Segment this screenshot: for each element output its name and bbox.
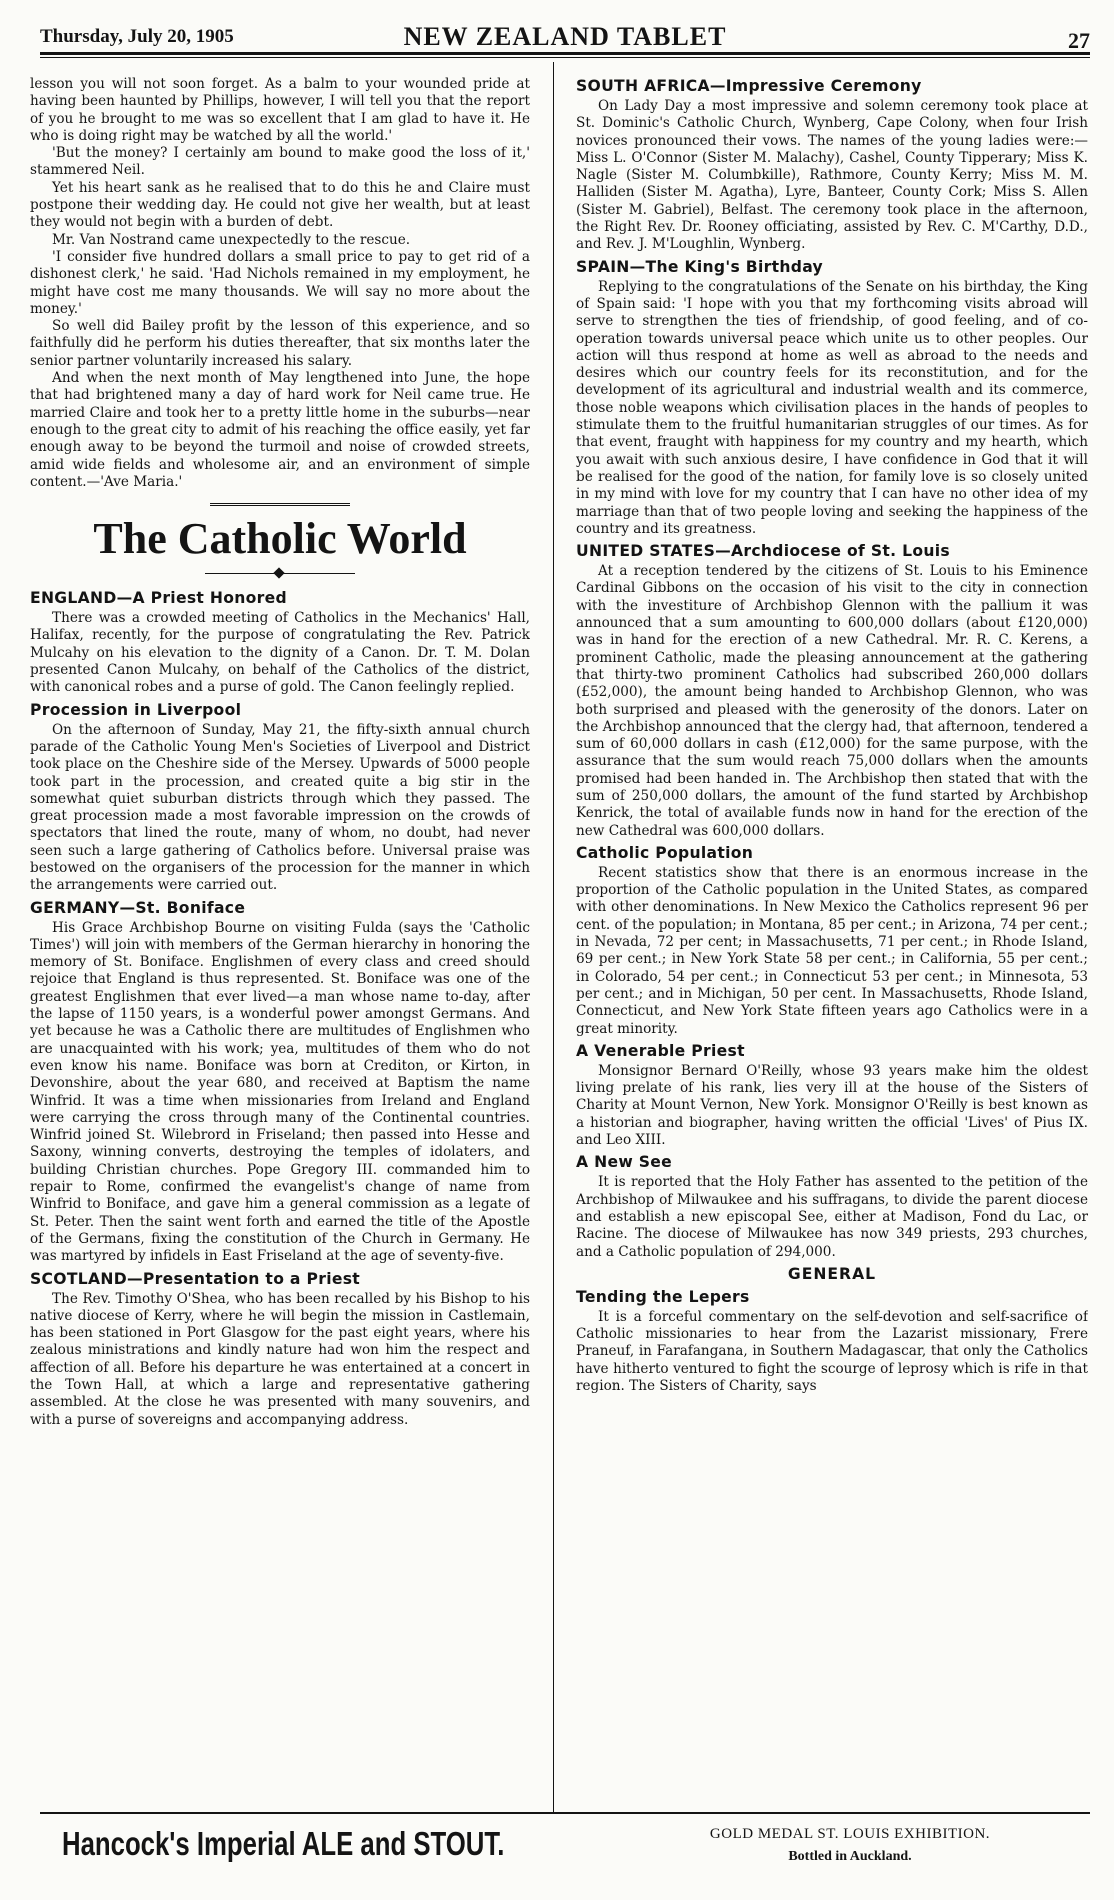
spain-article: Replying to the congratulations of the Senate on his birthday, the King of Spain said: 'I hope with you that my forthcoming visits abroad will serve to strengthen the ties of friendship, of good feeling, and of co-operation towards universal peace which unite us to other peoples. Our action will thus respond at home as well as abroad to the needs and desires which our country feels for its reconstitution, and for the development of its agricultural and industrial wealth and its commerce, those noble weapons which civilisation places in the hands of peoples to stimulate them to the fruitful humanitarian struggles of our times. As for that event, fraught with happiness for my country and my hearth, which you await with such anxious desire, I have confidence in God that it will be realised for the good of the nation, for family love is so closely united in my mind with love for my country that I can have no other idea of my marriage than that of two people loving and seeking the happiness of the country and its greatness. [576,278,1088,537]
new-see-heading: A New See [576,1153,673,1172]
banner-rule [210,503,350,506]
united-states-article: At a reception tendered by the citizens of St. Louis to his Eminence Cardinal Gibbons on the occasion of his visit to the city in connection with the investiture of Archbishop Glennon with the pallium it was announced that a sum amounting to 600,000 dollars (about £120,000) was in hand for the erection of a new Cathedral. Mr. R. C. Kerens, a prominent Catholic, made the pleasing announcement at the gathering that thirty-two prominent Catholics had subscribed 260,000 dollars (£52,000), the amount being handed to Archbishop Glennon, who was both surprised and pleased with the generosity of the donors. Later on the Archbishop announced that the clergy had, that afternoon, tendered a sum of 60,000 dollars in cash (£12,000) for the same purpose, with the assurance that the sum would reach 75,000 dollars when the amounts promised had been handed in. The Archbishop then stated that with the sum of 250,000 dollars, the amount of the fund started by Archbishop Kenrick, the total of available funds now in hand for the erection of the new Cathedral was 600,000 dollars. [576,563,1088,839]
story-paragraph: Mr. Van Nostrand came unexpectedly to the rescue. [52,231,411,248]
story-paragraph: And when the next month of May lengthened into June, the hope that had brightened many a day of hard work for Neil came true. He married Claire and took her to a pretty little home in the suburbs—near enough to the great city to admit of his reaching the office easily, yet far enough away to be beyond the turmoil and noise of crowded streets, amid wide fields and wholesome air, and an environment of simple content.—'Ave Maria.' [30,370,530,490]
germany-article: His Grace Archbishop Bourne on visiting Fulda (says the 'Catholic Times') will join with members of the German hierarchy in honoring the memory of St. Boniface. Englishmen of every class and creed should rejoice that England is thus represented. St. Boniface was one of the greatest Englishmen that ever lived—a man whose name to-day, after the lapse of 1150 years, is a wonderful power amongst Germans. And yet because he was a Catholic there are multitudes of Englishmen who are unacquainted with his work; yea, multitudes of them who do not even know his name. Boniface was born at Crediton, or Kirton, in Devonshire, about the year 680, and received at Baptism the name Winfrid. It was a time when missionaries from Ireland and England were carrying the cross through many of the Continental countries. Winfrid joined St. Wilebrord in Friseland; then passed into Hesse and Saxony, winning converts, destroying the temples of idolaters, and building Christian churches. Pope Gregory III. commanded him to repair to Rome, confirmed the evangelist's change of name from Winfrid to Boniface, and gave him a general commission as a legate of St. Peter. Then the saint went forth and earned the title of the Apostle of the Germans, fixing the constitution of the Church in Germany. He was martyred by infidels in East Friseland at the age of seventy-five. [30,919,530,1265]
new-see-article: It is reported that the Holy Father has assented to the petition of the Archbishop of Milwaukee and his suffragans, to divide the parent diocese and establish a new episcopal See, either at Madison, Fond du Lac, or Racine. The diocese of Milwaukee has now 349 priests, 293 churches, and a Catholic population of 294,000. [576,1174,1088,1260]
column-divider [553,62,554,1814]
priest-article: Monsignor Bernard O'Reilly, whose 93 years make him the oldest living prelate of his rank, lies very ill at the house of the Sisters of Charity at Mount Vernon, New York. Monsignor O'Reilly is best known as a historian and biographer, having written the official 'Lives' of Pius IX. and Leo XIII. [576,1062,1088,1149]
liverpool-article: On the afternoon of Sunday, May 21, the fifty-sixth annual church parade of the Catholic Young Men's Societies of Liverpool and District took place on the Cheshire side of the Mersey. Upwards of 5000 people took part in the procession, and created quite a big stir in the somewhat quiet suburban districts through which they passed. The great procession made a most favorable impression on the crowds of spectators that lined the route, many of whom, no doubt, had never seen such a large gathering of Catholics before. Universal praise was bestowed on the organisers of the procession for the manner in which the arrangements were carried out. [30,721,530,894]
south-africa-heading: SOUTH AFRICA—Impressive Ceremony [576,77,922,95]
left-column [30,76,530,1808]
masthead-rule [40,57,1090,58]
story-paragraph: 'I consider five hundred dollars a small price to pay to get rid of a dishonest clerk,' he said. 'Had Nichols remained in my employment, he might have cost me many thousands. We will say no more about the money.' [30,248,530,317]
right-column [576,76,1088,1808]
medal-line: GOLD MEDAL ST. LOUIS EXHIBITION. [709,1826,991,1842]
general-heading: GENERAL [787,1264,877,1283]
population-heading: Catholic Population [576,843,754,862]
page-number: 27 [1068,28,1090,53]
story-paragraph: So well did Bailey profit by the lesson of this experience, and so faithfully did he perform his duties thereafter, that six months later the senior partner voluntarily increased his salary. [30,318,530,369]
germany-heading: GERMANY—St. Boniface [30,898,246,917]
section-title: The Catholic World [93,514,467,564]
lepers-article: It is a forceful commentary on the self-devotion and self-sacrifice of Catholic missionaries to hear from the Lazarist missionary, Frere Praneuf, in Farafangana, in Southern Madagascar, that only the Catholics have hitherto ventured to fight the scourge of leprosy which is rife in that region. The Sisters of Charity, says [576,1308,1088,1394]
medal-advertisement [660,1826,1040,1865]
newspaper-title: NEW ZEALAND TABLET [403,22,727,51]
section-banner [30,503,530,580]
priest-heading: A Venerable Priest [576,1041,745,1060]
diamond-icon [273,567,284,578]
united-states-heading: UNITED STATES—Archdiocese of St. Louis [576,542,950,561]
ornament-divider [205,568,355,580]
masthead [40,22,1090,55]
england-heading: ENGLAND—A Priest Honored [30,589,288,608]
lepers-heading: Tending the Lepers [576,1287,750,1306]
liverpool-heading: Procession in Liverpool [30,700,242,719]
story-paragraph: Yet his heart sank as he realised that to do this he and Claire must postpone their wedding day. He could not give her wealth, but at least they would not begin with a burden of debt. [30,179,530,231]
population-article: Recent statistics show that there is an enormous increase in the proportion of the Catholic population in the United States, as compared with other denominations. In New Mexico the Catholics represent 96 per cent. of the population; in Montana, 85 per cent.; in Arizona, 74 per cent.; in Nevada, 72 per cent; in Massachusetts, 71 per cent.; in Rhode Island, 69 per cent.; in New York State 58 per cent.; in California, 55 per cent.; in Colorado, 54 per cent.; in Connecticut 53 per cent.; in Minnesota, 53 per cent.; and in Michigan, 50 per cent. In Massachusetts, Rhode Island, Connecticut, and New York State fifteen years ago Catholics were in a great minority. [576,864,1088,1037]
issue-date: Thursday, July 20, 1905 [40,26,234,47]
story-paragraph: lesson you will not soon forget. As a balm to your wounded pride at having been haunted by Phillips, however, I will tell you that the report of you he brought to me was so excellent that I am glad to have it. He who is doing right may be watched by all the world.' [30,76,530,144]
scotland-article: The Rev. Timothy O'Shea, who has been recalled by his Bishop to his native diocese of Kerry, where he will begin the mission in Castlemain, has been stationed in Port Glasgow for the past eight years, where his zealous ministrations and kindly nature had won him the respect and affection of all. Before his departure he was entertained at a concert in the Town Hall, at which a large and representative gathering assembled. At the close he was presented with many souvenirs, and with a purse of sovereigns and accompanying address. [30,1290,530,1428]
footer-rule [40,1812,1090,1814]
south-africa-article: On Lady Day a most impressive and solemn ceremony took place at St. Dominic's Catholic Church, Wynberg, Cape Colony, when four Irish novices pronounced their vows. The names of the young ladies were:—Miss L. O'Connor (Sister M. Malachy), Cashel, County Tipperary; Miss K. Nagle (Sister M. Columbkille), Rathmore, County Kerry; Miss M. M. Halliden (Sister M. Agatha), Lyre, Banteer, County Cork; Miss S. Allen (Sister M. Gabriel), Belfast. The ceremony took place in the afternoon, the Right Rev. Dr. Rooney officiating, assisted by Rev. C. M'Carthy, D.D., and Rev. J. M'Loughlin, Wynberg. [576,98,1088,253]
england-article: There was a crowded meeting of Catholics in the Mechanics' Hall, Halifax, recently, for the purpose of congratulating the Rev. Patrick Mulcahy on his elevation to the dignity of a Canon. Dr. T. M. Dolan presented Canon Mulcahy, on behalf of the Catholics of the district, with canonical robes and a purse of gold. The Canon feelingly replied. [30,610,530,696]
hancocks-advertisement: Hancock's Imperial ALE and STOUT. [62,1825,505,1862]
spain-heading: SPAIN—The King's Birthday [576,257,824,276]
bottled-line: Bottled in Auckland. [788,1849,912,1864]
scotland-heading: SCOTLAND—Presentation to a Priest [30,1269,361,1288]
story-paragraph: 'But the money? I certainly am bound to make good the loss of it,' stammered Neil. [30,145,530,179]
